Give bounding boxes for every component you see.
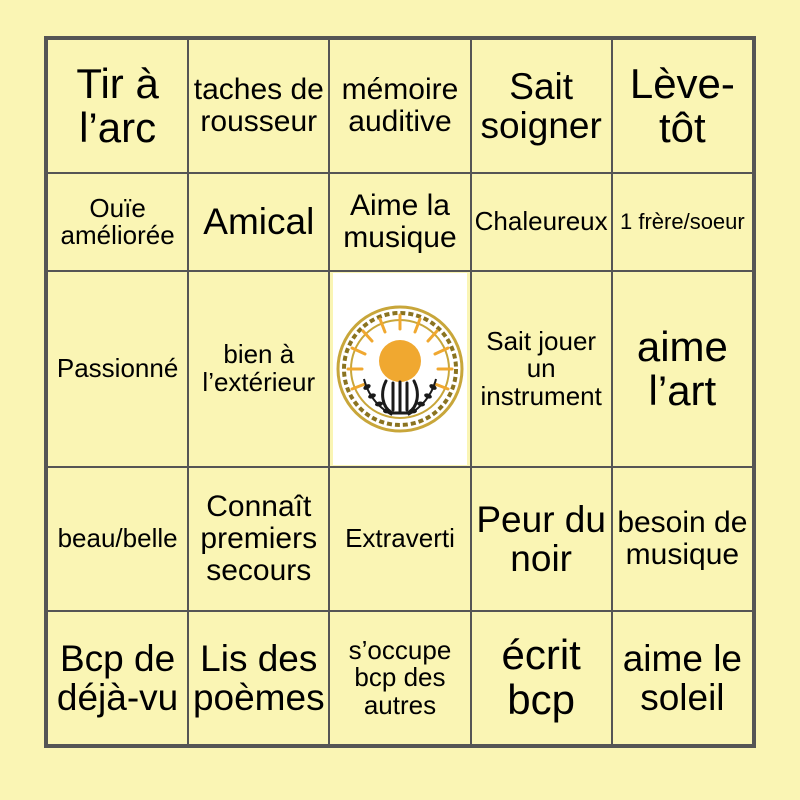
bingo-cell[interactable]: Passionné — [47, 271, 188, 467]
bingo-cell[interactable]: aime l’art — [612, 271, 753, 467]
bingo-cell[interactable]: Chaleureux — [471, 173, 612, 271]
bingo-cell[interactable]: s’occupe bcp des autres — [329, 611, 470, 745]
bingo-row — [47, 271, 753, 467]
bingo-row — [47, 611, 753, 745]
free-space-emblem — [333, 273, 466, 465]
bingo-cell[interactable]: 1 frère/soeur — [612, 173, 753, 271]
bingo-cell[interactable]: écrit bcp — [471, 611, 612, 745]
bingo-cell[interactable]: Sait soigner — [471, 39, 612, 173]
bingo-cell[interactable]: Tir à l’arc — [47, 39, 188, 173]
bingo-cell[interactable]: Sait jouer un instrument — [471, 271, 612, 467]
bingo-card — [44, 36, 756, 748]
bingo-row — [47, 173, 753, 271]
bingo-free-space-cell[interactable] — [329, 271, 470, 467]
bingo-cell[interactable]: aime le soleil — [612, 611, 753, 745]
bingo-cell[interactable]: Amical — [188, 173, 329, 271]
bingo-row — [47, 39, 753, 173]
bingo-cell[interactable]: Bcp de déjà-vu — [47, 611, 188, 745]
bingo-cell[interactable]: Ouïe améliorée — [47, 173, 188, 271]
bingo-cell[interactable]: taches de rousseur — [188, 39, 329, 173]
bingo-cell[interactable]: mémoire auditive — [329, 39, 470, 173]
bingo-cell[interactable]: besoin de musique — [612, 467, 753, 610]
bingo-grid — [46, 38, 754, 746]
bingo-cell[interactable]: bien à l’extérieur — [188, 271, 329, 467]
bingo-cell[interactable]: Peur du noir — [471, 467, 612, 610]
bingo-cell[interactable]: Lève-tôt — [612, 39, 753, 173]
bingo-cell[interactable]: Aime la musique — [329, 173, 470, 271]
bingo-row — [47, 467, 753, 610]
bingo-cell[interactable]: Extraverti — [329, 467, 470, 610]
bingo-cell[interactable]: beau/belle — [47, 467, 188, 610]
bingo-cell[interactable]: Lis des poèmes — [188, 611, 329, 745]
bingo-cell[interactable]: Connaît premiers secours — [188, 467, 329, 610]
sun-and-lyre-emblem-icon — [334, 303, 466, 435]
